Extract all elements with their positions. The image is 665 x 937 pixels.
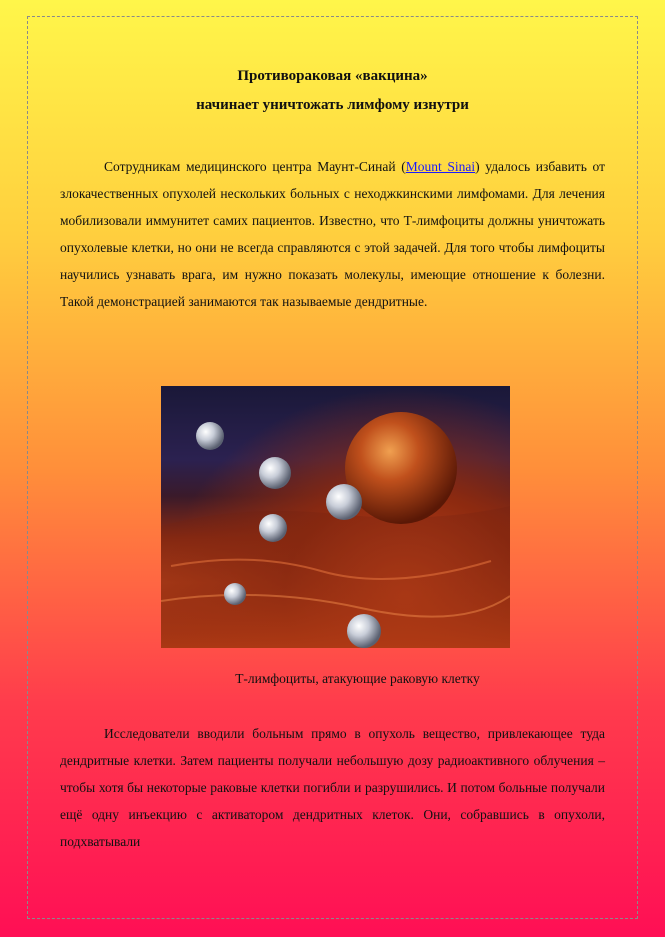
tumor-cell bbox=[345, 412, 457, 524]
paragraph-1 bbox=[60, 153, 605, 315]
paragraph-1-start: Сотрудникам медицинского центра Маунт-Синай ( bbox=[104, 159, 406, 174]
title-line-1: Противораковая «вакцина» bbox=[237, 68, 428, 84]
paragraph-2: Исследователи вводили больным прямо в опухоль вещество, привлекающее туда дендритные клетки. Затем пациенты получали небольшую дозу радиоактивного облучения – чтобы хотя бы некоторые раковые клетки погибли и разрушились. И потом больные получали ещё одну инъекцию с активатором дендритных клеток. Они, собравшись в опухоли, подхватывали bbox=[60, 726, 605, 849]
cells-illustration bbox=[161, 386, 510, 648]
image-caption: Т-лимфоциты, атакующие раковую клетку bbox=[235, 671, 480, 686]
article-title bbox=[60, 62, 605, 120]
title-line-2: начинает уничтожать лимфому изнутри bbox=[196, 97, 469, 113]
mount-sinai-link[interactable]: Mount Sinai bbox=[405, 159, 476, 174]
paragraph-1-rest: ) удалось избавить от злокачественных опухолей нескольких больных с неходжкинскими лимфомами. Для лечения мобилизовали иммунитет самих пациентов. Известно, что Т-лимфоциты должны уничтожать опухолевые клетки, но они не всегда справляются с этой задачей. Для того чтобы лимфоциты научились узнавать врага, им нужно показать молекулы, имеющие отношение к болезни. Такой демонстрацией занимаются так называемые дендритные. bbox=[60, 159, 605, 309]
lymphocytes-image bbox=[161, 386, 510, 648]
